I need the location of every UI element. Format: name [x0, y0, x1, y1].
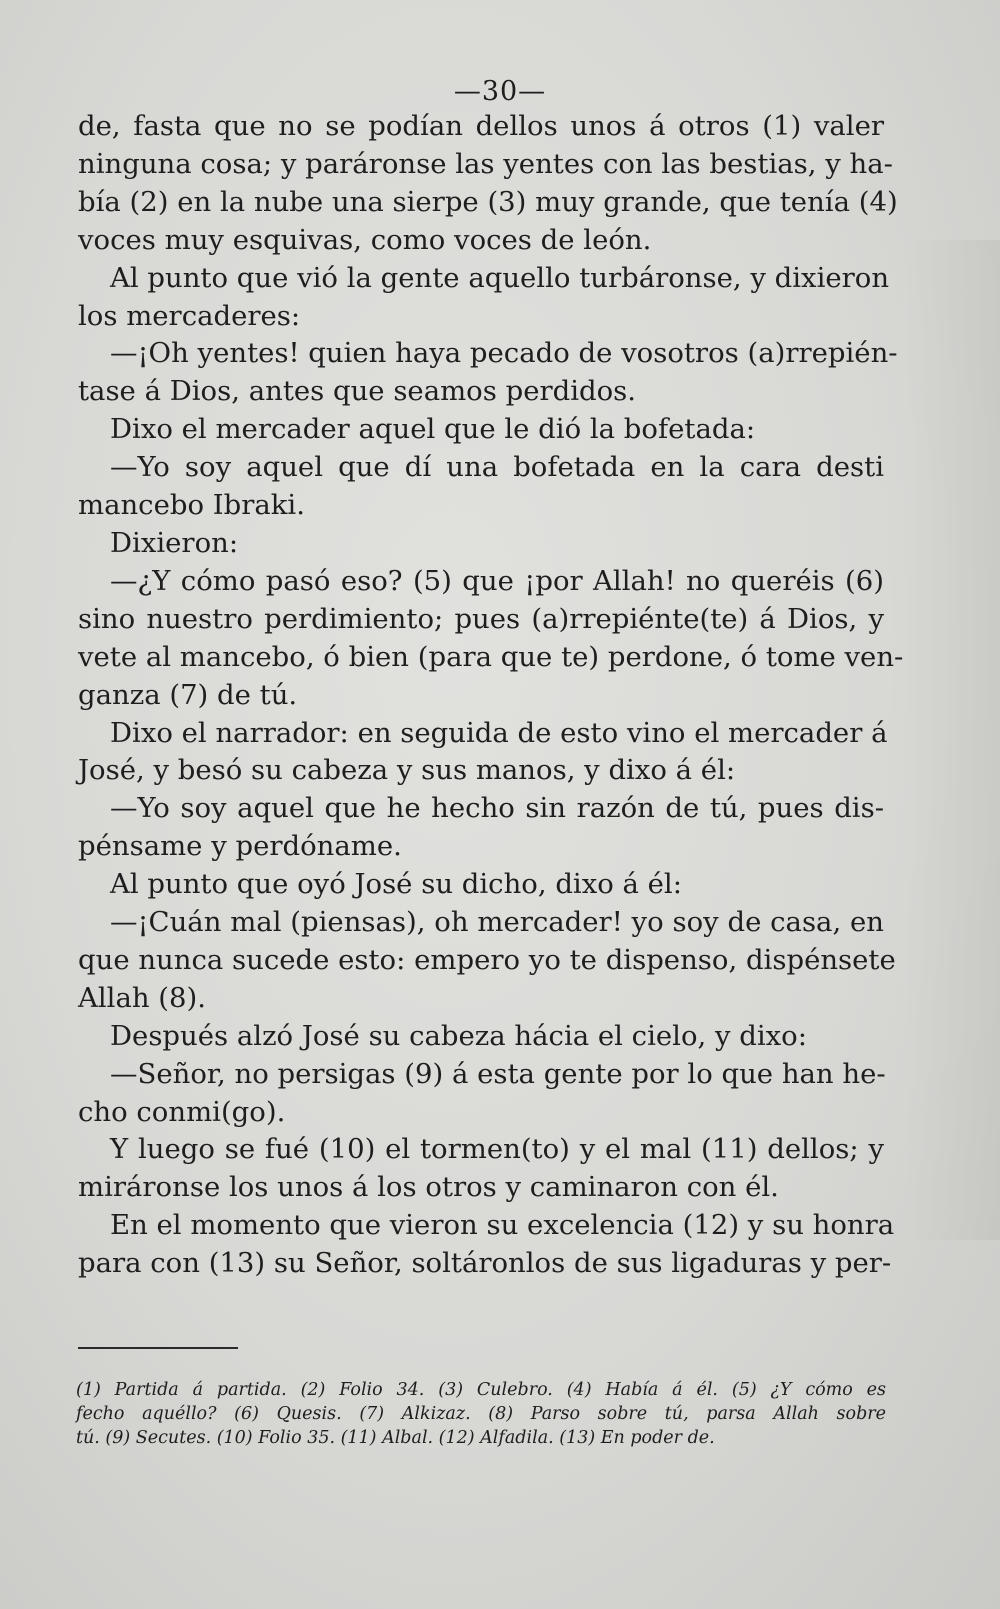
paragraph	[78, 411, 884, 449]
text-line: que nunca sucede esto: empero yo te dispenso, dispénsete	[78, 943, 896, 976]
text-line: Dixo el mercader aquel que le dió la bofetada:	[110, 413, 756, 446]
paragraph	[78, 790, 884, 866]
footnote-line: tú. (9) Secutes. (10) Folio 35. (11) Albal. (12) Alfadila. (13) En poder de.	[76, 1428, 715, 1448]
text-line: de, fasta que no se podían dellos unos á otros (1) valer	[78, 110, 884, 142]
text-line: sino nuestro perdimiento; pues (a)rrepiénte(te) á Dios, y	[78, 602, 884, 635]
footnote-line: fecho aquéllo? (6) Quesis. (7) Alkizaz. (8) Parso sobre tú, parsa Allah sobre	[76, 1404, 886, 1424]
paragraph	[78, 1056, 884, 1132]
paragraph	[78, 449, 884, 525]
footnote-line: (1) Partida á partida. (2) Folio 34. (3) Culebro. (4) Había á él. (5) ¿Y cómo es	[76, 1380, 886, 1400]
text-line: —Yo soy aquel que he hecho sin razón de tú, pues dis-	[110, 792, 884, 825]
text-line: cho conmi(go).	[78, 1095, 286, 1128]
text-line: —Yo soy aquel que dí una bofetada en la cara desti	[110, 451, 884, 484]
text-line: pénsame y perdóname.	[78, 830, 402, 863]
paragraph	[78, 335, 898, 411]
text-line: José, y besó su cabeza y sus manos, y dixo á él:	[78, 754, 736, 787]
text-line: —¡Cuán mal (piensas), oh mercader! yo soy de casa, en	[110, 906, 884, 939]
text-line: mancebo Ibraki.	[78, 489, 305, 522]
paragraph	[78, 1207, 895, 1283]
paragraph	[78, 715, 888, 791]
text-line: vete al mancebo, ó bien (para que te) perdone, ó tome ven-	[78, 640, 904, 673]
footnote-rule	[78, 1347, 238, 1349]
text-line: Después alzó José su cabeza hácia el cielo, y dixo:	[110, 1019, 807, 1052]
paragraph	[78, 866, 884, 904]
text-line: bía (2) en la nube una sierpe (3) muy grande, que tenía (4)	[78, 185, 898, 218]
paragraph	[78, 563, 904, 715]
text-line: Y luego se fué (10) el tormen(to) y el mal (11) dellos; y	[110, 1133, 884, 1166]
paragraph	[78, 1018, 884, 1056]
paragraph	[78, 904, 896, 1018]
paragraph	[78, 525, 884, 563]
text-line: En el momento que vieron su excelencia (12) y su honra	[110, 1209, 895, 1242]
text-line: voces muy esquivas, como voces de león.	[78, 223, 652, 256]
body-text	[78, 108, 904, 1283]
paragraph	[78, 1131, 884, 1207]
text-line: miráronse los unos á los otros y caminaron con él.	[78, 1171, 779, 1204]
text-line: —¡Oh yentes! quien haya pecado de vosotros (a)rrepién-	[110, 337, 898, 370]
footnotes	[76, 1378, 886, 1450]
paragraph	[78, 108, 898, 260]
page-number: —30—	[453, 76, 547, 107]
text-line: tase á Dios, antes que seamos perdidos.	[78, 375, 637, 408]
paragraph	[78, 260, 890, 336]
text-line: ninguna cosa; y paráronse las yentes con las bestias, y ha-	[78, 147, 893, 180]
text-line: Allah (8).	[78, 981, 206, 1014]
page-shadow	[905, 240, 1000, 1240]
text-line: Dixo el narrador: en seguida de esto vino el mercader á	[110, 716, 888, 749]
text-line: para con (13) su Señor, soltáronlos de sus ligaduras y per-	[78, 1247, 892, 1280]
text-line: Dixieron:	[110, 526, 239, 559]
text-line: ganza (7) de tú.	[78, 678, 298, 711]
text-line: —Señor, no persigas (9) á esta gente por lo que han he-	[110, 1057, 886, 1090]
text-line: los mercaderes:	[78, 299, 301, 332]
text-line: Al punto que vió la gente aquello turbáronse, y dixieron	[110, 261, 890, 294]
text-line: —¿Y cómo pasó eso? (5) que ¡por Allah! no queréis (6)	[110, 564, 884, 597]
text-line: Al punto que oyó José su dicho, dixo á él:	[110, 868, 682, 901]
